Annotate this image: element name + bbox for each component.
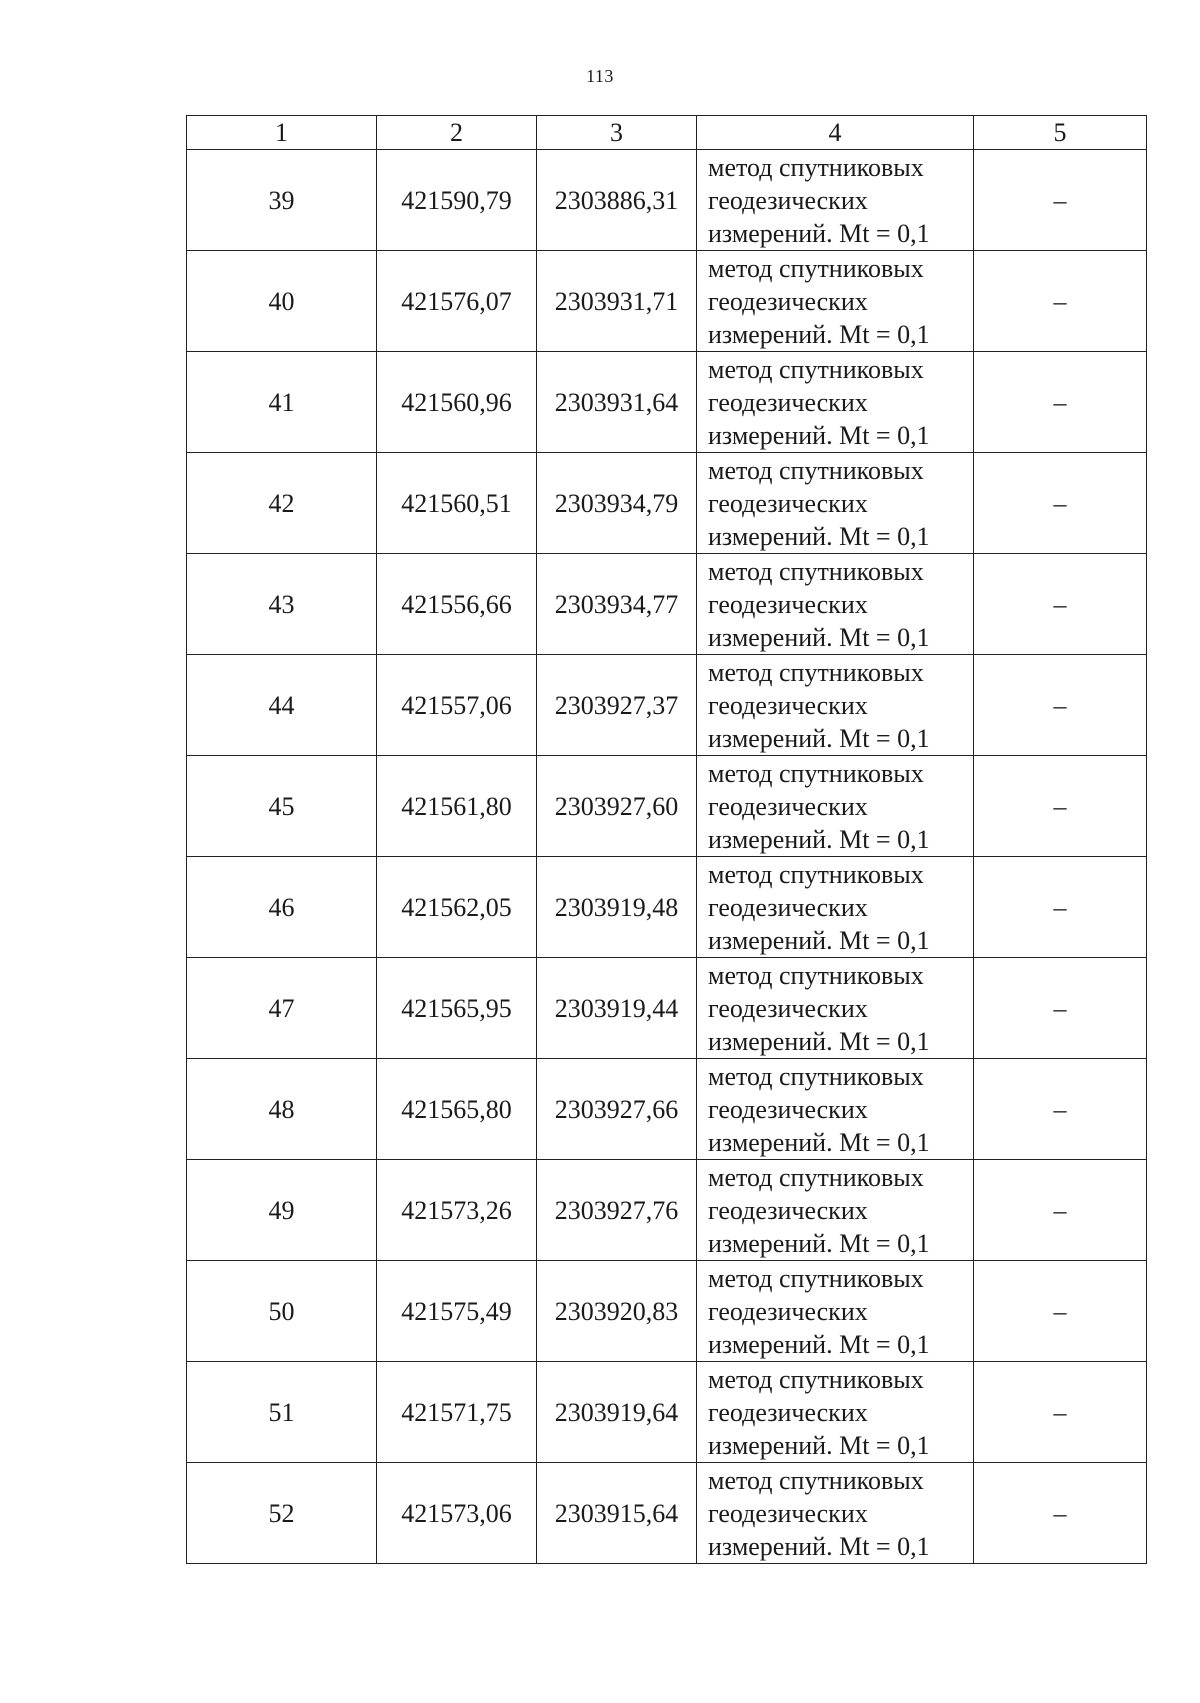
method-text-line: геодезических [708,185,868,215]
x-coordinate-cell: 421571,75 [377,1362,537,1463]
header-col-4: 4 [697,116,974,150]
point-number-cell: 41 [187,352,377,453]
method-text-line: измерений. Mt = 0,1 [708,1329,930,1359]
method-cell [697,958,974,1059]
method-cell [697,756,974,857]
col5-cell: – [974,655,1147,756]
y-coordinate-cell: 2303886,31 [537,150,697,251]
method-text-line: измерений. Mt = 0,1 [708,319,930,349]
x-coordinate-cell: 421562,05 [377,857,537,958]
method-cell [697,1059,974,1160]
col5-cell: – [974,1059,1147,1160]
header-col-5: 5 [974,116,1147,150]
method-text-line: геодезических [708,1397,868,1427]
header-col-2: 2 [377,116,537,150]
col5-cell: – [974,1362,1147,1463]
col5-cell: – [974,857,1147,958]
y-coordinate-cell: 2303931,71 [537,251,697,352]
method-text-line: геодезических [708,690,868,720]
col5-cell: – [974,453,1147,554]
method-cell [697,352,974,453]
point-number-cell: 52 [187,1463,377,1564]
point-number-cell: 51 [187,1362,377,1463]
coordinates-table [186,115,1147,1564]
table-body [187,150,1147,1564]
method-text-line: метод спутниковых [708,455,924,485]
x-coordinate-cell: 421560,96 [377,352,537,453]
table-row [187,1059,1147,1160]
method-text-line: геодезических [708,1498,868,1528]
y-coordinate-cell: 2303919,44 [537,958,697,1059]
method-text-line: измерений. Mt = 0,1 [708,1430,930,1460]
table-row [187,1463,1147,1564]
method-text-line: геодезических [708,791,868,821]
method-text-line: метод спутниковых [708,1364,924,1394]
x-coordinate-cell: 421556,66 [377,554,537,655]
method-text-line: геодезических [708,1094,868,1124]
x-coordinate-cell: 421575,49 [377,1261,537,1362]
point-number-cell: 46 [187,857,377,958]
method-text-line: измерений. Mt = 0,1 [708,521,930,551]
page-number: 113 [586,66,614,86]
col5-cell: – [974,251,1147,352]
point-number-cell: 42 [187,453,377,554]
y-coordinate-cell: 2303931,64 [537,352,697,453]
method-text-line: метод спутниковых [708,859,924,889]
method-text-line: измерений. Mt = 0,1 [708,1228,930,1258]
method-text-line: метод спутниковых [708,253,924,283]
y-coordinate-cell: 2303927,76 [537,1160,697,1261]
method-text-line: метод спутниковых [708,1263,924,1293]
y-coordinate-cell: 2303927,60 [537,756,697,857]
y-coordinate-cell: 2303919,64 [537,1362,697,1463]
col5-cell: – [974,554,1147,655]
method-text-line: измерений. Mt = 0,1 [708,420,930,450]
method-text-line: измерений. Mt = 0,1 [708,1026,930,1056]
x-coordinate-cell: 421590,79 [377,150,537,251]
x-coordinate-cell: 421573,26 [377,1160,537,1261]
y-coordinate-cell: 2303927,66 [537,1059,697,1160]
method-text-line: измерений. Mt = 0,1 [708,218,930,248]
method-cell [697,1160,974,1261]
method-text-line: измерений. Mt = 0,1 [708,1531,930,1561]
method-text-line: метод спутниковых [708,556,924,586]
x-coordinate-cell: 421557,06 [377,655,537,756]
method-text-line: геодезических [708,1296,868,1326]
col5-cell: – [974,1261,1147,1362]
point-number-cell: 47 [187,958,377,1059]
table-row [187,958,1147,1059]
col5-cell: – [974,756,1147,857]
x-coordinate-cell: 421565,95 [377,958,537,1059]
method-cell [697,655,974,756]
point-number-cell: 39 [187,150,377,251]
y-coordinate-cell: 2303919,48 [537,857,697,958]
method-text-line: метод спутниковых [708,1061,924,1091]
table-row [187,857,1147,958]
col5-cell: – [974,1160,1147,1261]
table-row [187,554,1147,655]
table-row [187,352,1147,453]
method-cell [697,150,974,251]
col5-cell: – [974,352,1147,453]
x-coordinate-cell: 421573,06 [377,1463,537,1564]
method-text-line: измерений. Mt = 0,1 [708,925,930,955]
point-number-cell: 40 [187,251,377,352]
table-row [187,655,1147,756]
table-row [187,1362,1147,1463]
method-cell [697,251,974,352]
col5-cell: – [974,1463,1147,1564]
method-text-line: метод спутниковых [708,1465,924,1495]
table-row [187,150,1147,251]
y-coordinate-cell: 2303920,83 [537,1261,697,1362]
x-coordinate-cell: 421565,80 [377,1059,537,1160]
method-text-line: измерений. Mt = 0,1 [708,723,930,753]
method-cell [697,554,974,655]
table-row [187,1261,1147,1362]
method-text-line: геодезических [708,488,868,518]
method-cell [697,1463,974,1564]
x-coordinate-cell: 421560,51 [377,453,537,554]
method-text-line: геодезических [708,993,868,1023]
point-number-cell: 44 [187,655,377,756]
point-number-cell: 43 [187,554,377,655]
x-coordinate-cell: 421576,07 [377,251,537,352]
y-coordinate-cell: 2303934,77 [537,554,697,655]
method-cell [697,1261,974,1362]
point-number-cell: 49 [187,1160,377,1261]
method-text-line: метод спутниковых [708,657,924,687]
table-row [187,756,1147,857]
x-coordinate-cell: 421561,80 [377,756,537,857]
col5-cell: – [974,150,1147,251]
point-number-cell: 45 [187,756,377,857]
header-col-3: 3 [537,116,697,150]
method-text-line: метод спутниковых [708,354,924,384]
method-text-line: метод спутниковых [708,1162,924,1192]
method-text-line: геодезических [708,1195,868,1225]
point-number-cell: 50 [187,1261,377,1362]
method-text-line: измерений. Mt = 0,1 [708,1127,930,1157]
table-header [187,116,1147,150]
method-text-line: метод спутниковых [708,960,924,990]
y-coordinate-cell: 2303934,79 [537,453,697,554]
header-row [187,116,1147,150]
method-cell [697,453,974,554]
table-row [187,453,1147,554]
method-text-line: метод спутниковых [708,758,924,788]
method-cell [697,1362,974,1463]
method-text-line: геодезических [708,589,868,619]
y-coordinate-cell: 2303927,37 [537,655,697,756]
point-number-cell: 48 [187,1059,377,1160]
method-text-line: измерений. Mt = 0,1 [708,622,930,652]
method-text-line: геодезических [708,387,868,417]
method-cell [697,857,974,958]
y-coordinate-cell: 2303915,64 [537,1463,697,1564]
header-col-1: 1 [187,116,377,150]
method-text-line: измерений. Mt = 0,1 [708,824,930,854]
table-row [187,1160,1147,1261]
method-text-line: метод спутниковых [708,152,924,182]
method-text-line: геодезических [708,892,868,922]
col5-cell: – [974,958,1147,1059]
table-row [187,251,1147,352]
method-text-line: геодезических [708,286,868,316]
